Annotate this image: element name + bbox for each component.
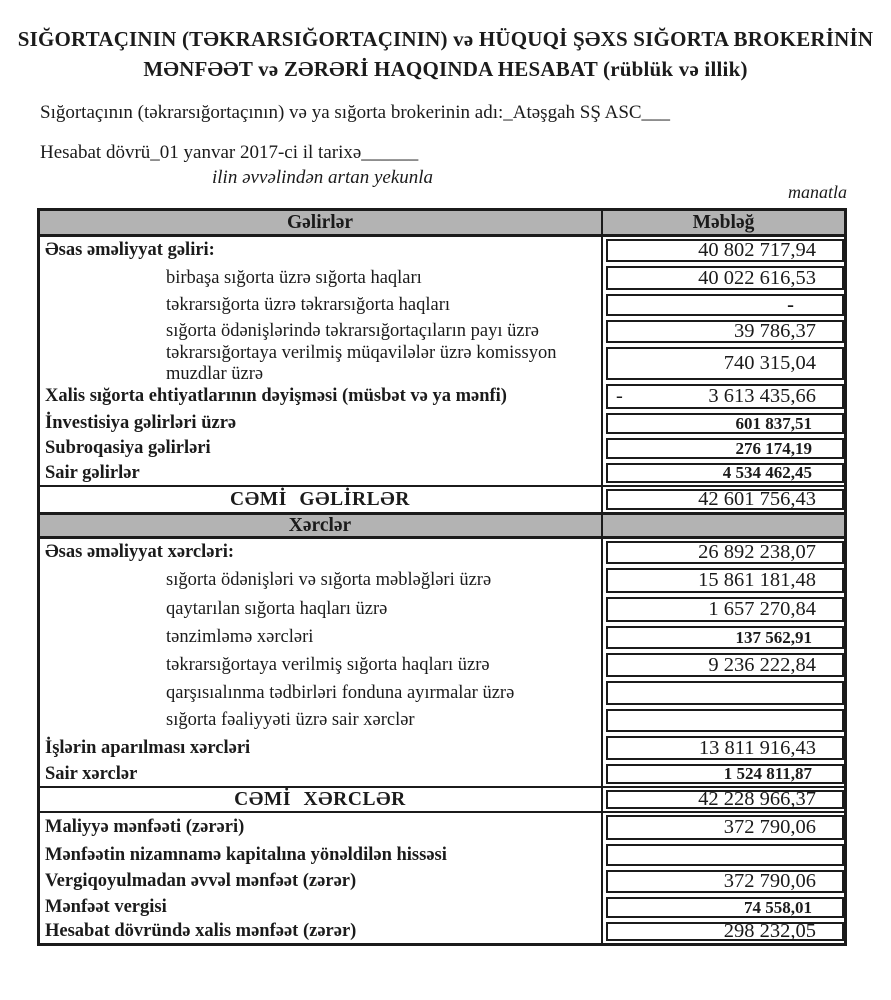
- row-amount-cell: [603, 813, 844, 842]
- row-label: qaytarılan sığorta haqları üzrə: [40, 595, 603, 624]
- row-amount-cell: [603, 382, 844, 411]
- table-row: [40, 920, 844, 943]
- row-label: sığorta ödənişlərində təkrarsığortaçıların payı üzrə: [40, 318, 603, 345]
- row-amount-cell: [603, 734, 844, 762]
- row-label: CƏMİ XƏRCLƏR: [40, 788, 603, 811]
- report-title: [0, 24, 891, 84]
- table-row: [40, 264, 844, 292]
- row-label: İşlərin aparılması xərcləri: [40, 734, 603, 762]
- row-amount-cell: [603, 788, 844, 811]
- row-amount-box: [606, 347, 844, 380]
- row-label: sığorta fəaliyyəti üzrə sair xərclər: [40, 707, 603, 734]
- amount-value: 1 524 811,87: [723, 764, 812, 783]
- amount-value: 40 022 616,53: [698, 266, 816, 289]
- row-amount-box: [606, 294, 844, 316]
- row-amount-box: [606, 597, 844, 622]
- table-row: [40, 842, 844, 868]
- income-expense-table: [37, 208, 847, 946]
- amount-value: 740 315,04: [723, 352, 816, 374]
- amount-value: 137 562,91: [735, 627, 812, 647]
- amount-value: 42 228 966,37: [698, 788, 816, 810]
- total-row: [40, 485, 844, 512]
- row-amount-box: [606, 541, 844, 564]
- row-label: İnvestisiya gəlirləri üzrə: [40, 411, 603, 436]
- row-amount-cell: [603, 237, 844, 264]
- section-header-row: [40, 211, 844, 237]
- row-label: Əsas əməliyyat gəliri:: [40, 237, 603, 264]
- row-amount-box: [606, 897, 844, 918]
- table-row: [40, 411, 844, 436]
- row-label: Gəlirlər: [40, 211, 603, 234]
- table-row: [40, 762, 844, 786]
- row-amount-box: [606, 384, 844, 409]
- row-amount-cell: [603, 762, 844, 786]
- row-label: tənzimləmə xərcləri: [40, 624, 603, 651]
- table-row: [40, 895, 844, 920]
- report-title-line1: SIĞORTAÇININ (TƏKRARSIĞORTAÇININ) və HÜQUQİ ŞƏXS SIĞORTA BROKERİNİN: [17, 27, 874, 51]
- row-label: CƏMİ GƏLİRLƏR: [40, 487, 603, 512]
- table-row: [40, 461, 844, 485]
- row-amount-box: [606, 568, 844, 593]
- row-label: təkrarsığortaya verilmiş sığorta haqları üzrə: [40, 651, 603, 679]
- row-amount-cell: [603, 868, 844, 895]
- row-amount-cell: [603, 264, 844, 292]
- row-amount-cell: [603, 515, 844, 536]
- row-amount-cell: [603, 539, 844, 566]
- row-amount-box: [606, 709, 844, 732]
- row-amount-box: [606, 844, 844, 866]
- table-row: [40, 734, 844, 762]
- row-amount-cell: [603, 651, 844, 679]
- amount-value: 3 613 435,66: [708, 385, 816, 407]
- row-amount-cell: [603, 292, 844, 318]
- amount-value: 372 790,06: [723, 870, 816, 892]
- amount-value: 4 534 462,45: [722, 463, 812, 482]
- row-amount-cell: [603, 624, 844, 651]
- cumulative-total-note: ilin əvvəlindən artan yekunla: [212, 167, 434, 188]
- row-label: Hesabat dövründə xalis mənfəət (zərər): [40, 920, 603, 943]
- row-amount-cell: [603, 566, 844, 595]
- amount-value: 298 232,05: [723, 920, 816, 942]
- row-label: Əsas əməliyyat xərcləri:: [40, 539, 603, 566]
- row-label: Sair gəlirlər: [40, 461, 603, 485]
- table-row: [40, 342, 844, 384]
- row-amount-cell: [603, 842, 844, 868]
- amount-value: 13 811 916,43: [698, 736, 816, 759]
- row-amount-box: [606, 790, 844, 809]
- amount-value: 40 802 717,94: [698, 239, 816, 261]
- table-row: [40, 595, 844, 624]
- negative-sign: -: [616, 385, 623, 407]
- row-label: təkrarsığorta üzrə təkrarsığorta haqları: [40, 292, 603, 318]
- table-row: [40, 539, 844, 566]
- table-row: [40, 679, 844, 707]
- amount-value: -: [787, 293, 794, 316]
- reporting-period-line: Hesabat dövrü_01 yanvar 2017-ci il tarixə______: [40, 142, 419, 163]
- row-amount-cell: [603, 707, 844, 734]
- company-name-line: Sığortaçının (təkrarsığortaçının) və ya sığorta brokerinin adı:_Atəşgah SŞ ASC___: [40, 102, 671, 123]
- row-label: Mənfəətin nizamnamə kapitalına yönəldilən hissəsi: [40, 842, 603, 868]
- amount-value: 26 892 238,07: [698, 541, 816, 563]
- row-amount-box: [606, 438, 844, 459]
- amount-value: 601 837,51: [735, 413, 812, 433]
- row-amount-box: [606, 681, 844, 705]
- table-row: [40, 566, 844, 595]
- row-amount-box: [606, 489, 844, 510]
- row-amount-box: [606, 764, 844, 784]
- table-row: [40, 624, 844, 651]
- row-amount-box: [606, 922, 844, 941]
- amount-value: 372 790,06: [723, 816, 816, 838]
- amount-value: 39 786,37: [734, 320, 816, 342]
- row-label: Maliyyə mənfəəti (zərəri): [40, 813, 603, 842]
- row-label: Vergiqoyulmadan əvvəl mənfəət (zərər): [40, 868, 603, 895]
- row-amount-cell: [603, 411, 844, 436]
- table-row: [40, 707, 844, 734]
- row-amount-box: [606, 320, 844, 343]
- section-header-row: [40, 512, 844, 539]
- row-amount-box: [606, 870, 844, 893]
- row-amount-cell: Məbləğ: [692, 211, 755, 233]
- row-amount-cell: [603, 679, 844, 707]
- row-amount-box: [606, 653, 844, 677]
- row-amount-cell: [603, 345, 844, 382]
- table-row: [40, 651, 844, 679]
- row-label: sığorta ödənişləri və sığorta məbləğləri üzrə: [40, 566, 603, 595]
- table-row: [40, 292, 844, 318]
- row-label: təkrarsığortaya verilmiş müqavilələr üzrə komissyon muzdlar üzrə: [40, 345, 603, 382]
- row-amount-cell: [603, 318, 844, 345]
- table-row: [40, 813, 844, 842]
- table-row: [40, 436, 844, 461]
- row-amount-box: [606, 239, 844, 262]
- amount-value: 9 236 222,84: [708, 653, 816, 676]
- row-amount-cell: [603, 920, 844, 943]
- amount-value: 74 558,01: [744, 897, 812, 917]
- amount-value: 276 174,19: [735, 438, 812, 458]
- row-amount-box: [606, 266, 844, 290]
- currency-unit-note: manatla: [787, 182, 847, 202]
- row-amount-cell: [603, 487, 844, 512]
- row-label: Xalis sığorta ehtiyatlarının dəyişməsi (müsbət və ya mənfi): [40, 382, 603, 411]
- row-label: Xərclər: [40, 515, 603, 536]
- row-label: birbaşa sığorta üzrə sığorta haqları: [40, 264, 603, 292]
- row-label: Mənfəət vergisi: [40, 895, 603, 920]
- amount-value: 1 657 270,84: [708, 598, 816, 620]
- row-label: Subroqasiya gəlirləri: [40, 436, 603, 461]
- row-amount-box: [606, 815, 844, 840]
- row-amount-cell: [603, 461, 844, 485]
- row-amount-cell: [603, 436, 844, 461]
- amount-value: 42 601 756,43: [698, 488, 816, 510]
- row-label: Sair xərclər: [40, 762, 603, 786]
- table-row: [40, 868, 844, 895]
- row-amount-cell: [603, 895, 844, 920]
- table-row: [40, 237, 844, 264]
- row-amount-box: [606, 626, 844, 649]
- row-amount-cell: [603, 595, 844, 624]
- table-row: [40, 318, 844, 345]
- row-amount-box: [606, 413, 844, 434]
- report-title-line2: MƏNFƏƏT və ZƏRƏRİ HAQQINDA HESABAT (rüblük və illik): [143, 57, 748, 81]
- row-amount-box: [606, 463, 844, 483]
- row-label: qarşısıalınma tədbirləri fonduna ayırmalar üzrə: [40, 679, 603, 707]
- amount-value: 15 861 181,48: [698, 569, 816, 591]
- row-amount-box: [606, 736, 844, 760]
- total-row: [40, 786, 844, 813]
- table-row: [40, 382, 844, 411]
